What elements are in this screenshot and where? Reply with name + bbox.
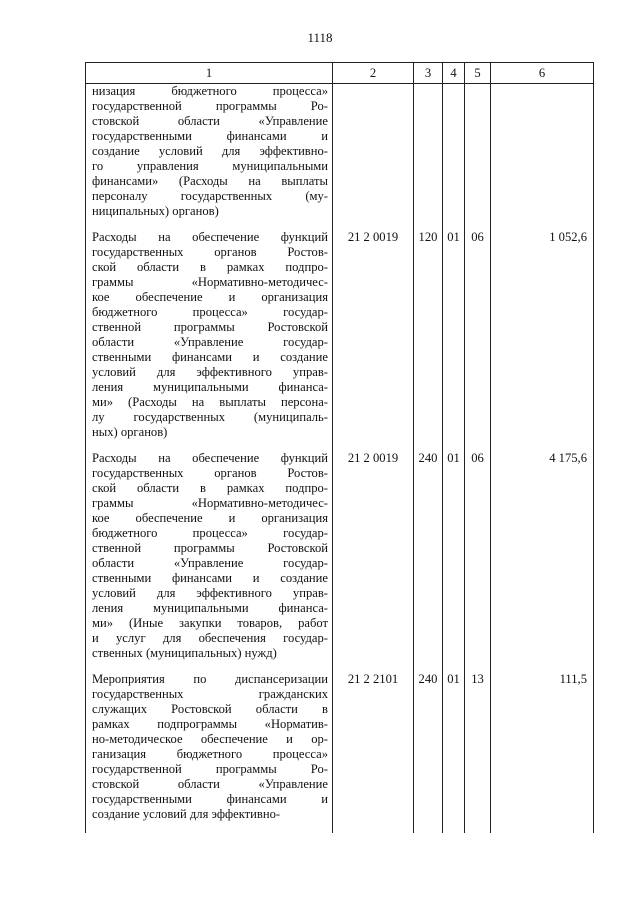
column-number-5: 5 [465, 63, 491, 84]
description-line: ми» (Расходы на выплаты персона- [92, 395, 328, 409]
description-line: области «Управление государ- [92, 335, 328, 349]
budget-table [85, 62, 594, 833]
description-line: государственной программы Ро- [92, 99, 328, 113]
description-line: рамках подпрограммы «Норматив- [92, 717, 328, 731]
table-row [86, 451, 594, 672]
description-line: Расходы на обеспечение функций [92, 451, 328, 465]
description-line: условий для эффективного управ- [92, 586, 328, 600]
description-line: ственной программы Ростовской [92, 541, 328, 555]
description-line: области «Управление государ- [92, 556, 328, 570]
description-line: ганизация бюджетного процесса» [92, 747, 328, 761]
target-article-code: 21 2 2101 [333, 672, 414, 833]
description-line: создание условий для эффективно- [92, 144, 328, 158]
description-line: кое обеспечение и организация [92, 290, 328, 304]
description-line: Расходы на обеспечение функций [92, 230, 328, 244]
table-row [86, 84, 594, 231]
description-line: ниципальных) органов) [92, 204, 219, 218]
row-description [86, 451, 333, 672]
column-number-2: 2 [333, 63, 414, 84]
expense-type-code: 120 [414, 230, 443, 451]
description-line: бюджетного процесса» государ- [92, 305, 328, 319]
description-line: финансами» (Расходы на выплаты [92, 174, 328, 188]
section-code [443, 84, 465, 231]
column-number-3: 3 [414, 63, 443, 84]
description-line: ми» (Иные закупки товаров, работ [92, 616, 328, 630]
description-line: государственных гражданских [92, 687, 328, 701]
description-line: ления муниципальными финанса- [92, 380, 328, 394]
table-row [86, 672, 594, 833]
subsection-code: 13 [465, 672, 491, 833]
expense-type-code: 240 [414, 451, 443, 672]
row-description [86, 672, 333, 833]
table-body [86, 84, 594, 834]
description-line: но-методическое обеспечение и ор- [92, 732, 328, 746]
description-line: служащих Ростовской области в [92, 702, 328, 716]
description-line: граммы «Нормативно-методичес- [92, 496, 328, 510]
description-line: стовской области «Управление [92, 777, 328, 791]
description-line: государственными финансами и [92, 129, 328, 143]
subsection-code: 06 [465, 451, 491, 672]
description-line: государственных органов Ростов- [92, 466, 328, 480]
row-description [86, 230, 333, 451]
description-line: стовской области «Управление [92, 114, 328, 128]
expense-type-code: 240 [414, 672, 443, 833]
description-line: и услуг для обеспечения государ- [92, 631, 328, 645]
amount-value: 1 052,6 [491, 230, 594, 451]
description-line: лу государственных (муниципаль- [92, 410, 328, 424]
description-line: бюджетного процесса» государ- [92, 526, 328, 540]
column-number-6: 6 [491, 63, 594, 84]
subsection-code [465, 84, 491, 231]
description-line: граммы «Нормативно-методичес- [92, 275, 328, 289]
description-line: ных) органов) [92, 425, 168, 439]
description-line: ской области в рамках подпро- [92, 481, 328, 495]
description-line: создание условий для эффективно- [92, 807, 281, 821]
column-number-1: 1 [86, 63, 333, 84]
row-description [86, 84, 333, 231]
description-line: Мероприятия по диспансеризации [92, 672, 328, 686]
description-line: ственными финансами и создание [92, 350, 328, 364]
description-line: ской области в рамках подпро- [92, 260, 328, 274]
description-line: го управления муниципальными [92, 159, 328, 173]
description-line: ственных (муниципальных) нужд) [92, 646, 277, 660]
target-article-code [333, 84, 414, 231]
description-line: ственными финансами и создание [92, 571, 328, 585]
description-line: условий для эффективного управ- [92, 365, 328, 379]
description-line: персоналу государственных (му- [92, 189, 328, 203]
amount-value [491, 84, 594, 231]
amount-value: 111,5 [491, 672, 594, 833]
table-row [86, 230, 594, 451]
description-line: ления муниципальными финанса- [92, 601, 328, 615]
subsection-code: 06 [465, 230, 491, 451]
description-line: государственной программы Ро- [92, 762, 328, 776]
section-code: 01 [443, 451, 465, 672]
section-code: 01 [443, 230, 465, 451]
target-article-code: 21 2 0019 [333, 230, 414, 451]
description-line: низация бюджетного процесса» [92, 84, 328, 98]
target-article-code: 21 2 0019 [333, 451, 414, 672]
description-line: кое обеспечение и организация [92, 511, 328, 525]
description-line: государственных органов Ростов- [92, 245, 328, 259]
description-line: ственной программы Ростовской [92, 320, 328, 334]
section-code: 01 [443, 672, 465, 833]
amount-value: 4 175,6 [491, 451, 594, 672]
column-number-4: 4 [443, 63, 465, 84]
table-header-row [86, 63, 594, 84]
description-line: государственными финансами и [92, 792, 328, 806]
expense-type-code [414, 84, 443, 231]
page-number: 1118 [307, 30, 333, 45]
